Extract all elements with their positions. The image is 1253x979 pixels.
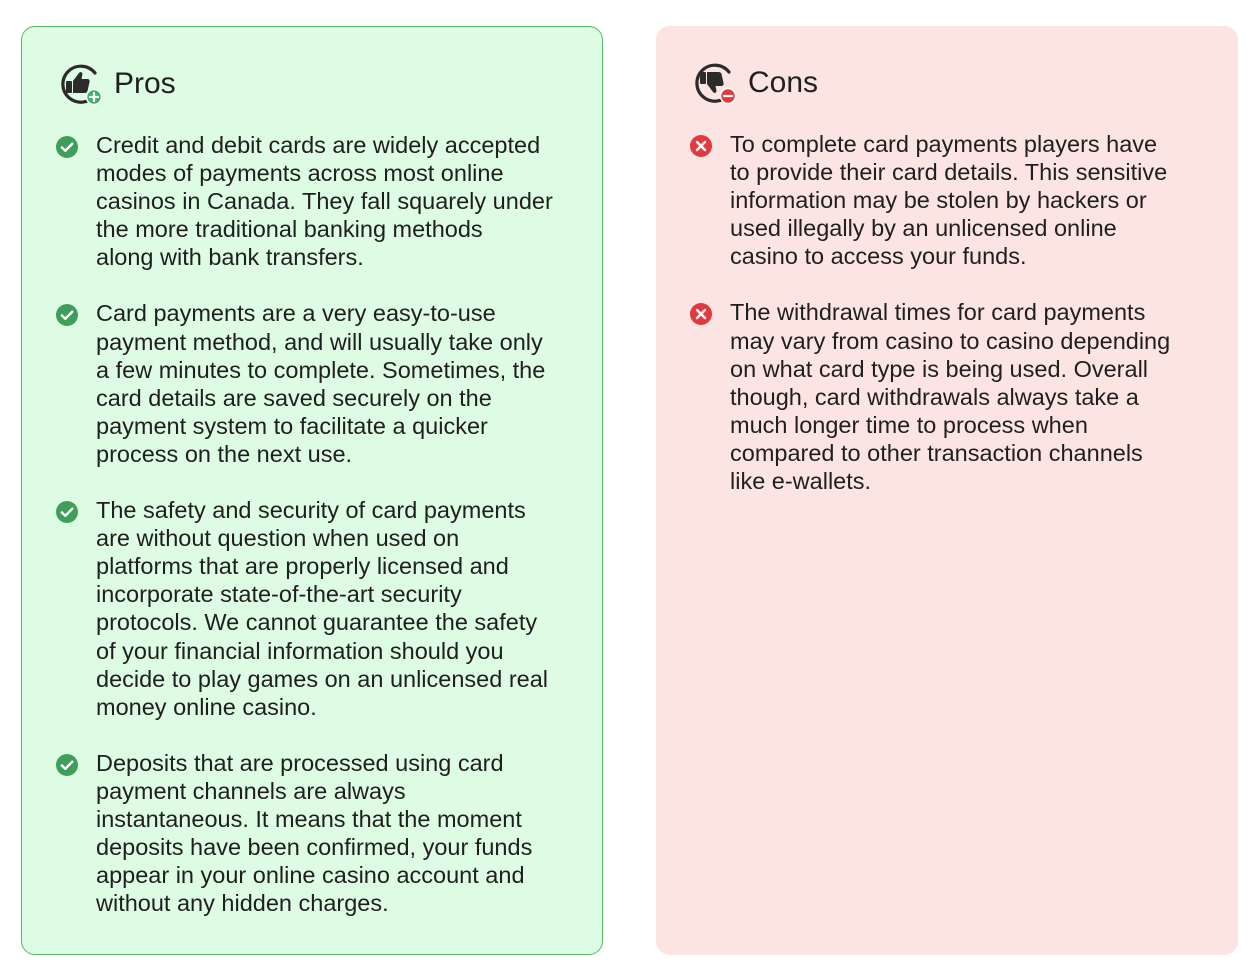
- pros-item-text: Credit and debit cards are widely accepted modes of payments across most online casinos in Canada. They fall squarely under the more traditional banking methods along with bank transfers.: [96, 132, 553, 271]
- cons-item-text: The withdrawal times for card payments may vary from casino to casino depending on what card type is being used. Overall though, card withdrawals always take a much longer time to process when compared to other transaction channels like e-wallets.: [730, 299, 1171, 495]
- cons-item: [689, 298, 1209, 495]
- x-circle-icon: [689, 302, 713, 326]
- check-circle-icon: [55, 753, 79, 777]
- cons-panel: [656, 26, 1238, 955]
- pros-header: [56, 59, 176, 109]
- pros-list: [55, 131, 575, 945]
- x-circle-icon: [689, 134, 713, 158]
- pros-item: [55, 131, 575, 271]
- check-circle-icon: [55, 500, 79, 524]
- thumbs-down-minus-icon: [690, 59, 738, 107]
- cons-header: [690, 58, 818, 108]
- pros-panel: [21, 26, 603, 955]
- pros-item: [55, 749, 575, 918]
- pros-item-text: Deposits that are processed using card payment channels are always instantaneous. It means that the moment deposits have been confirmed, your funds appear in your online casino account and without any hidden charges.: [96, 749, 533, 917]
- cons-item-text: To complete card payments players have to provide their card details. This sensitive information may be stolen by hackers or used illegally by an unlicensed online casino to access your funds.: [730, 131, 1168, 270]
- pros-item-text: The safety and security of card payments are without question when used on platforms that are properly licensed and incorporate state-of-the-art security protocols. We cannot guarantee the safety of your financial information should you decide to play games on an unlicensed real money online casino.: [96, 497, 549, 720]
- thumbs-up-plus-icon: [56, 60, 104, 108]
- check-circle-icon: [55, 303, 79, 327]
- cons-title: Cons: [748, 66, 819, 99]
- check-circle-icon: [55, 135, 79, 159]
- pros-item: [55, 299, 575, 468]
- cons-item: [689, 130, 1209, 270]
- pros-item: [55, 496, 575, 721]
- pros-title: Pros: [114, 67, 176, 100]
- cons-list: [689, 130, 1209, 523]
- pros-item-text: Card payments are a very easy-to-use payment method, and will usually take only a few minutes to complete. Sometimes, the card details are saved securely on the payment system to facilitate a quicker process on the next use.: [96, 300, 546, 467]
